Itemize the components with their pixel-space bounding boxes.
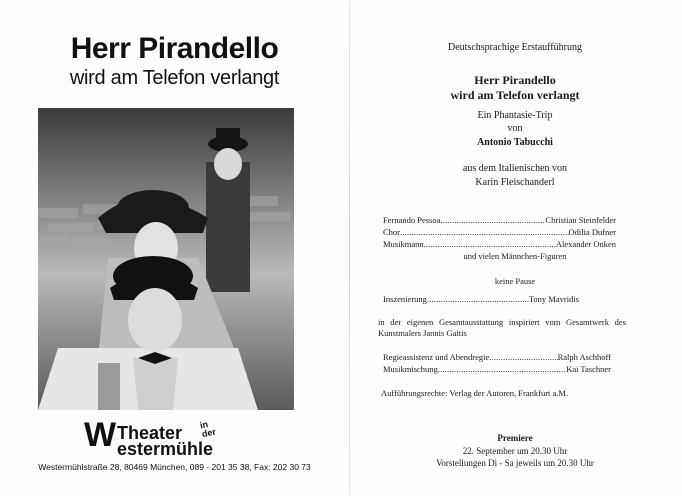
poster-subtitle: wird am Telefon verlangt	[69, 67, 280, 89]
cast-row: Fernando Pessoa ..... Christian Steinfelder	[383, 215, 616, 225]
poster-title: Herr Pirandello	[70, 32, 279, 65]
theater-logo-line2: estermühle	[117, 439, 214, 459]
cast-row: Musikmann ..... Alexander Onken	[383, 239, 616, 249]
design-note: in der eigenen Gesamtausstattung inspiriert vom Gesamtwerk des Kunstmalers Jannis Gaitis	[378, 317, 626, 338]
pause-note: keine Pause	[494, 276, 536, 286]
production-photo	[38, 108, 294, 410]
crew-row: Musikmischung ..... Kai Taschner	[383, 364, 611, 374]
page-fold	[349, 0, 350, 496]
title-line-1: Herr Pirandello	[474, 73, 556, 87]
rights-note: Aufführungsrechte: Verlag der Autoren, Frankfurt a.M.	[381, 388, 569, 398]
theater-address: Westermühlstraße 28, 80469 München, 089 - 201 35 38, Fax: 202 30 73	[38, 462, 311, 472]
premiere-date: 22. September um 20.30 Uhr	[462, 446, 568, 456]
cast-row: Chor ..... Odilia Dufner	[383, 227, 616, 237]
theater-logo-w: W	[84, 416, 117, 454]
subtitle: Deutschsprachige Erstaufführung	[448, 42, 582, 53]
author: Antonio Tabucchi	[477, 137, 553, 148]
premiere-label: Premiere	[497, 433, 533, 443]
performances: Vorstellungen Di - Sa jeweils um 20.30 Uhr	[436, 458, 594, 468]
translation-line-2: Karin Fleischanderl	[475, 177, 555, 188]
genre: Ein Phantasie-Trip	[477, 110, 553, 121]
direction-row: Inszenierung ..... Tony Mavridis	[383, 294, 579, 304]
theater-logo-line1: Theater	[117, 423, 183, 443]
theater-logo-in-der: in der	[199, 419, 217, 440]
title-line-2: wird am Telefon verlangt	[450, 88, 580, 102]
cast-note: und vielen Männchen-Figuren	[463, 251, 567, 261]
von-label: von	[507, 123, 523, 134]
crew-row: Regieassistenz und Abendregie ..... Ralph Aschhoff	[383, 352, 611, 362]
translation-line-1: aus dem Italienischen von	[462, 163, 568, 174]
